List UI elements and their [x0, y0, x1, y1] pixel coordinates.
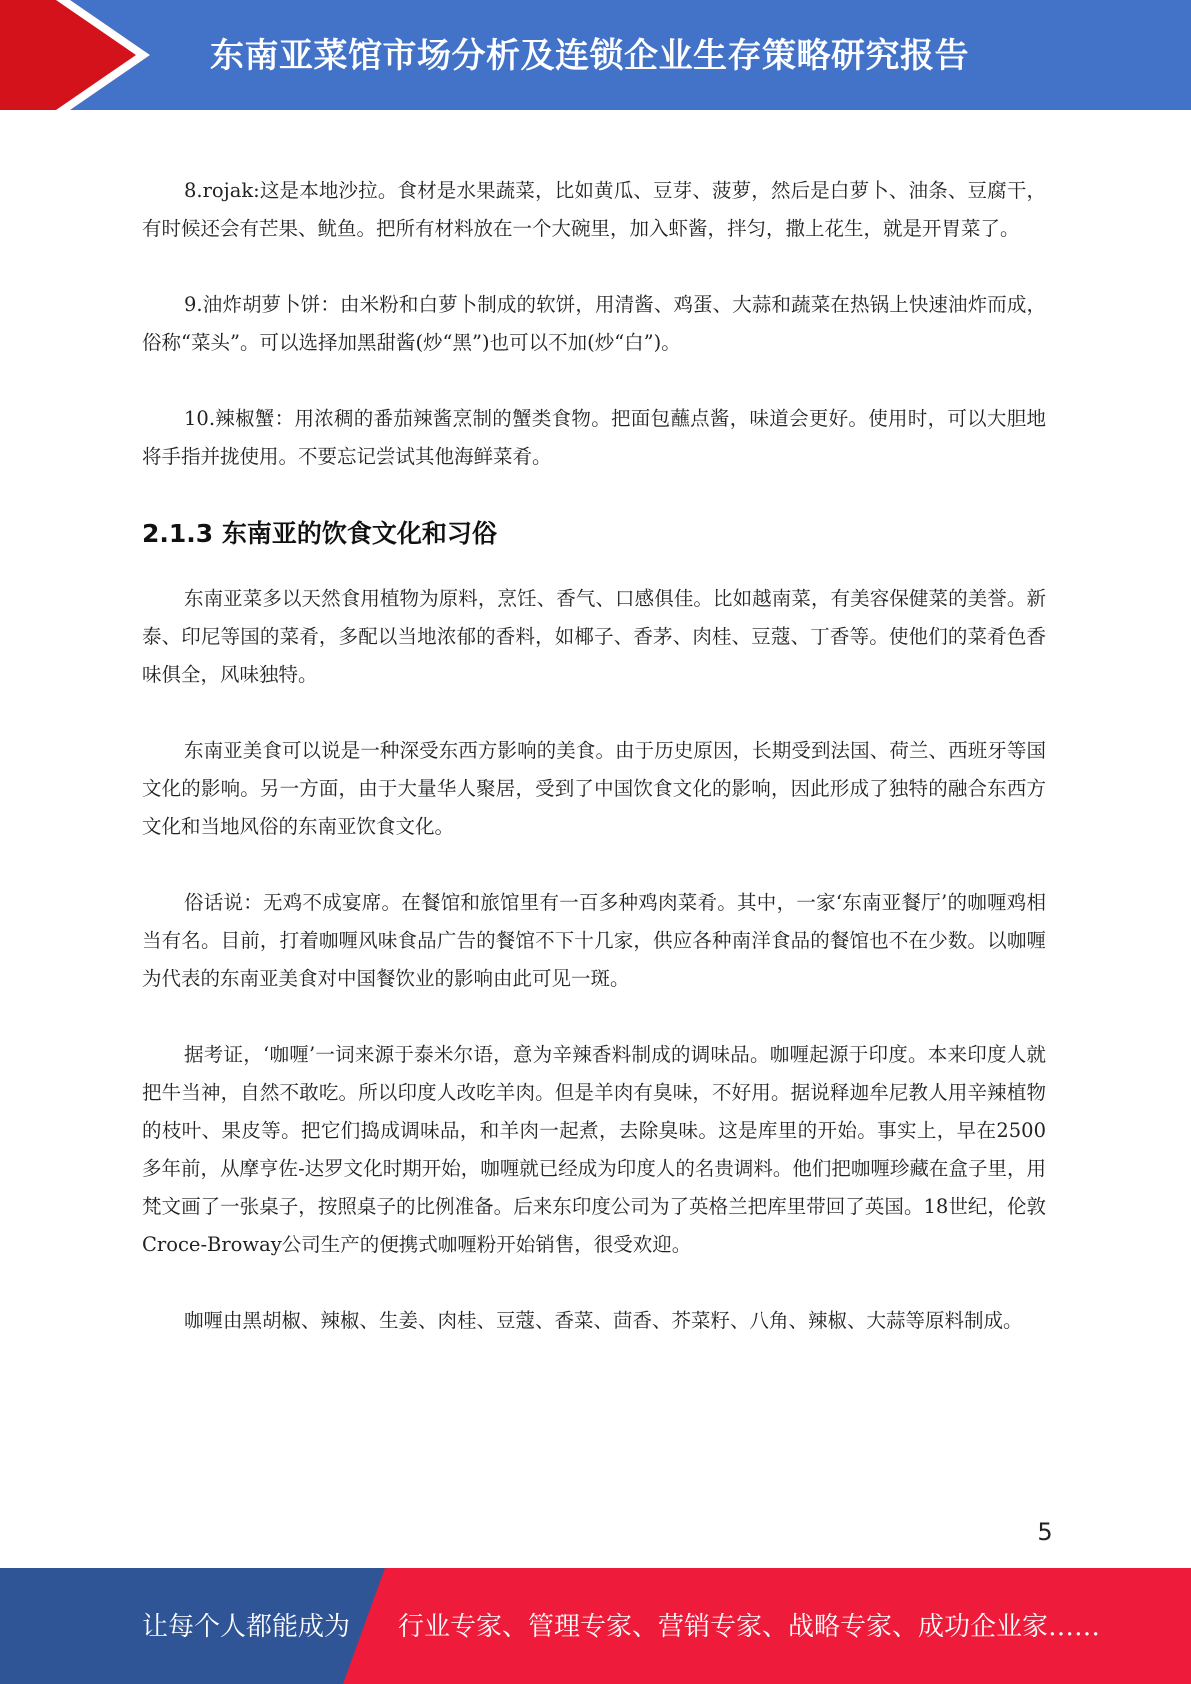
footer-slogan-right: 行业专家、管理专家、营销专家、战略专家、成功企业家…… [398, 1612, 1101, 1642]
page-number: 5 [1037, 1518, 1053, 1546]
paragraph-natural-ingredients: 东南亚菜多以天然食用植物为原料，烹饪、香气、口感俱佳。比如越南菜，有美容保健菜的美誉。新泰、印尼等国的菜肴，多配以当地浓郁的香料，如椰子、香茅、肉桂、豆蔻、丁香等。使他们的菜肴色香味俱全，风味独特。 [142, 587, 1046, 686]
footer-slogan-left: 让每个人都能成为 [142, 1612, 351, 1642]
paragraph-curry-origin: 据考证，‘咖喱’一词来源于泰米尔语，意为辛辣香料制成的调味品。咖喱起源于印度。本来印度人就把牛当神，自然不敢吃。所以印度人改吃羊肉。但是羊肉有臭味，不好用。据说释迦牟尼教人用辛辣植物的枝叶、果皮等。把它们捣成调味品，和羊肉一起煮，去除臭味。这是库里的开始。事实上，早在2500多年前，从摩亨佐-达罗文化时期开始，咖喱就已经成为印度人的名贵调料。他们把咖喱珍藏在盒子里，用梵文画了一张桌子，按照桌子的比例准备。后来东印度公司为了英格兰把库里带回了英国。18世纪，伦敦Croce-Broway公司生产的便携式咖喱粉开始销售，很受欢迎。 [142, 1043, 1046, 1256]
header-red-chevron-decoration [0, 0, 150, 110]
paragraph-curry-ingredients: 咖喱由黑胡椒、辣椒、生姜、肉桂、豆蔻、香菜、茴香、芥菜籽、八角、辣椒、大蒜等原料制成。 [184, 1309, 1023, 1332]
page-footer [0, 1568, 1191, 1684]
paragraph-chili-crab: 10.辣椒蟹：用浓稠的番茄辣酱烹制的蟹类食物。把面包蘸点酱，味道会更好。使用时，可以大胆地将手指并拢使用。不要忘记尝试其他海鲜菜肴。 [142, 407, 1046, 468]
paragraph-curry-chicken: 俗话说：无鸡不成宴席。在餐馆和旅馆里有一百多种鸡肉菜肴。其中，一家‘东南亚餐厅’的咖喱鸡相当有名。目前，打着咖喱风味食品广告的餐馆不下十几家，供应各种南洋食品的餐馆也不在少数。以咖喱为代表的东南亚美食对中国餐饮业的影响由此可见一斑。 [142, 891, 1046, 990]
page-header [0, 0, 1191, 110]
section-heading: 2.1.3 东南亚的饮食文化和习俗 [142, 519, 497, 548]
page-content [142, 172, 1046, 1378]
report-title: 东南亚菜馆市场分析及连锁企业生存策略研究报告 [210, 36, 969, 76]
paragraph-rojak: 8.rojak:这是本地沙拉。食材是水果蔬菜，比如黄瓜、豆芽、菠萝，然后是白萝卜、油条、豆腐干，有时候还会有芒果、鱿鱼。把所有材料放在一个大碗里，加入虾酱，拌匀，撒上花生，就是开胃菜了。 [142, 179, 1046, 240]
paragraph-carrot-cake: 9.油炸胡萝卜饼：由米粉和白萝卜制成的软饼，用清酱、鸡蛋、大蒜和蔬菜在热锅上快速油炸而成，俗称“菜头”。可以选择加黑甜酱(炒“黑”)也可以不加(炒“白”)。 [142, 293, 1046, 354]
paragraph-east-west-influence: 东南亚美食可以说是一种深受东西方影响的美食。由于历史原因，长期受到法国、荷兰、西班牙等国文化的影响。另一方面，由于大量华人聚居，受到了中国饮食文化的影响，因此形成了独特的融合东西方文化和当地风俗的东南亚饮食文化。 [142, 739, 1046, 838]
